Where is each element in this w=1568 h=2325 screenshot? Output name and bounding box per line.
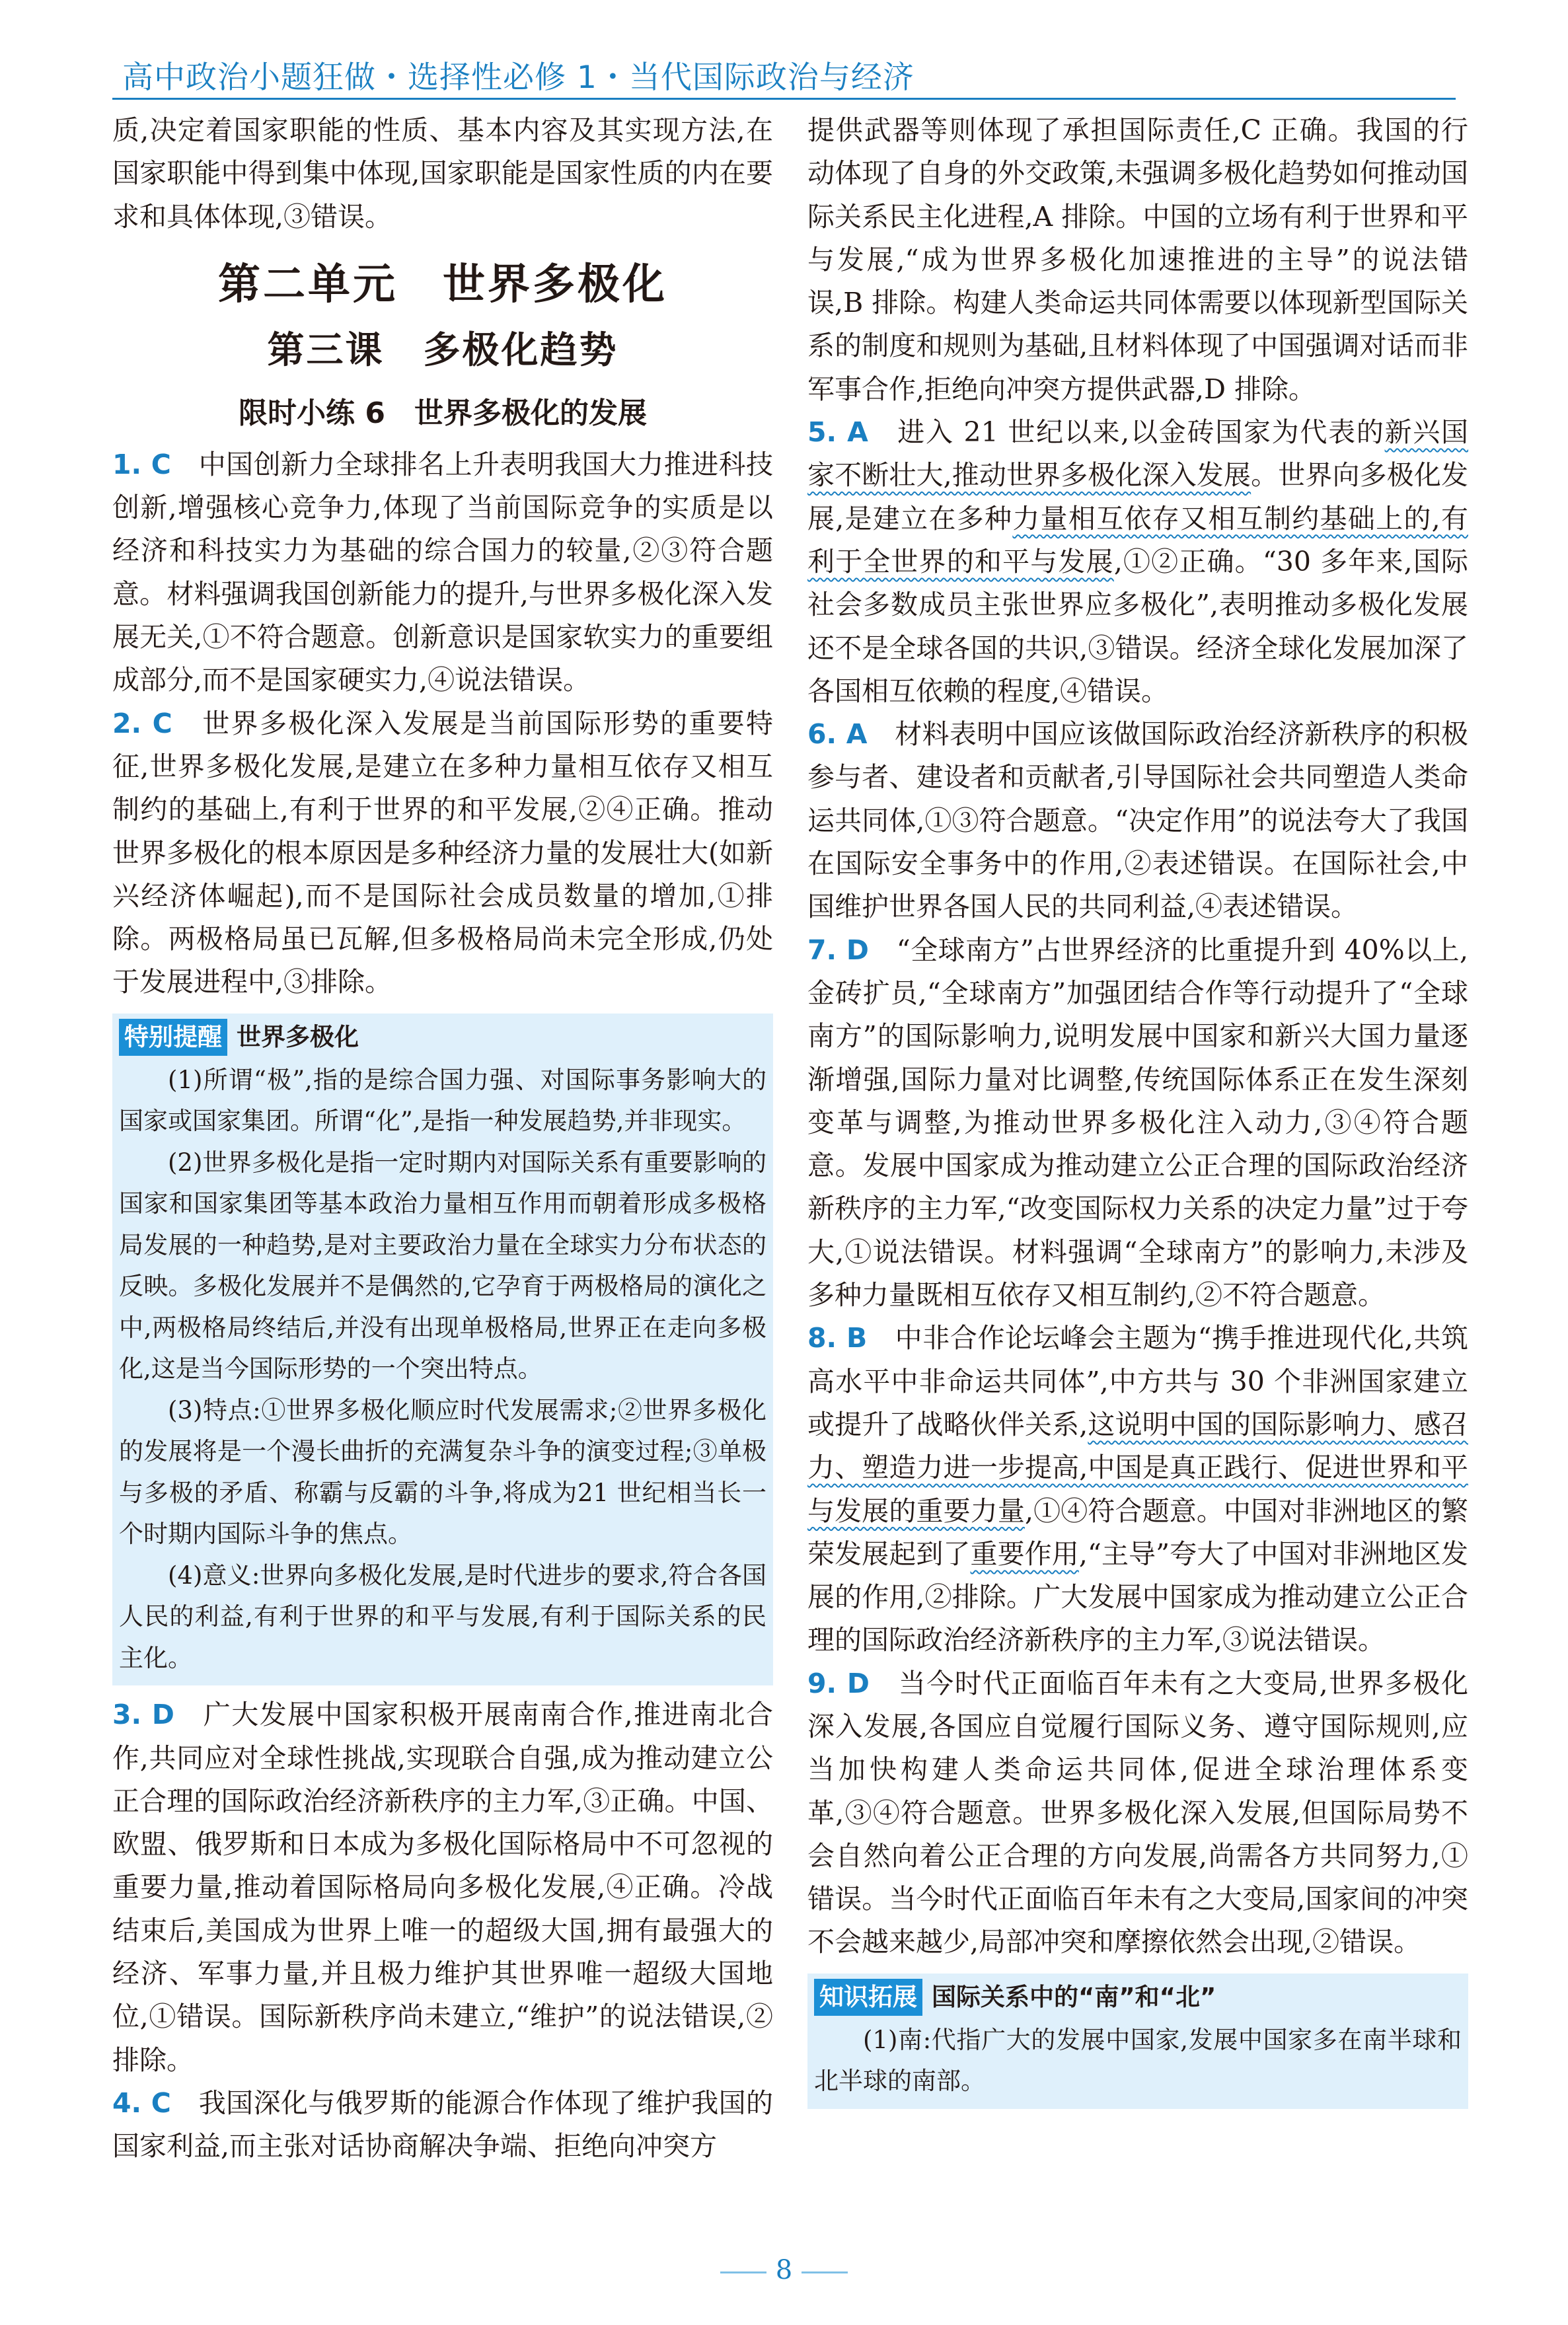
lesson-title: 第三课 多极化趋势 bbox=[267, 328, 618, 372]
box-heading bbox=[814, 1979, 1462, 2016]
answer-2-number: 2. C bbox=[112, 707, 172, 739]
box-paragraph-1: (1)南:代指广大的发展中国家,发展中国家多在南半球和北半球的南部。 bbox=[814, 2025, 1462, 2096]
answer-2 bbox=[112, 702, 773, 1004]
page-number: 8 bbox=[775, 2255, 793, 2285]
answer-5-text-c: ,①②正确。“30 多年来,国际社会多数成员主张世界应多极化”,表明推动多极化发展还不是全球各国的共识,③错误。经济全球化发展加深了各国相互依赖的程度,④错误。 bbox=[807, 545, 1469, 707]
answer-8-highlight-1: 这说明中国的国际影响力、感召力、塑造力进一步提高,中国是真正践行、促进世界和平与发展的重要力量 bbox=[807, 1408, 1468, 1527]
answer-4-number: 4. C bbox=[112, 2086, 171, 2119]
answer-7-number: 7. D bbox=[807, 934, 869, 966]
answer-5 bbox=[807, 411, 1468, 713]
page-header: 高中政治小题狂做・选择性必修 1・当代国际政治与经济 bbox=[122, 59, 915, 96]
box-paragraph-4: (4)意义:世界向多极化发展,是时代进步的要求,符合各国人民的利益,有利于世界的和平与发展,有利于国际关系的民主化。 bbox=[119, 1561, 766, 1672]
box-tag: 特别提醒 bbox=[119, 1019, 227, 1056]
knowledge-extension-box bbox=[807, 1974, 1468, 2109]
answer-9-number: 9. D bbox=[807, 1667, 870, 1699]
header-rule bbox=[112, 98, 1456, 100]
box-title: 世界多极化 bbox=[237, 1022, 359, 1051]
answer-7-text: “全球南方”占世界经济的比重提升到 40%以上,金砖扩员,“全球南方”加强团结合作等行动提升了“全球南方”的国际影响力,说明发展中国家和新兴大国力量逐渐增强,国际力量对比调整,传统国际体系正在发生深刻变革与调整,为推动世界多极化注入动力,③④符合题意。发展中国家成为推动建立公正合理的国际政治经济新秩序的主力军,“改变国际权力关系的决定力量”过于夸大,①说法错误。材料强调“全球南方”的影响力,未涉及多种力量既相互依存又相互制约,②不符合题意。 bbox=[807, 934, 1468, 1311]
answer-8-text-b: ,①④符合题意。中国对非洲地区的繁荣发展起到了 bbox=[807, 1495, 1469, 1570]
right-column bbox=[807, 109, 1468, 2117]
right-dash bbox=[802, 2271, 848, 2273]
answer-9 bbox=[807, 1662, 1468, 1964]
answer-5-number: 5. A bbox=[807, 416, 868, 449]
box-tag: 知识拓展 bbox=[814, 1979, 922, 2016]
answer-8-text-a: 中非合作论坛峰会主题为“携手推进现代化,共筑高水平中非命运共同体”,中方共与 30 个非洲国家建立或提升了战略伙伴关系, bbox=[807, 1322, 1468, 1440]
intro-paragraph: 质,决定着国家职能的性质、基本内容及其实现方法,在国家职能中得到集中体现,国家职能是国家性质的内在要求和具体体现,③错误。 bbox=[112, 114, 773, 233]
answer-6 bbox=[807, 713, 1468, 928]
answer-1 bbox=[112, 443, 773, 702]
answer-4-text: 我国深化与俄罗斯的能源合作体现了维护我国的国家利益,而主张对话协商解决争端、拒绝向冲突方 bbox=[112, 2086, 774, 2162]
answer-7 bbox=[807, 929, 1468, 1317]
answer-1-number: 1. C bbox=[112, 448, 171, 480]
box-paragraph-1: (1)所谓“极”,指的是综合国力强、对国际事务影响大的国家或国家集团。所谓“化”,是指一种发展趋势,并非现实。 bbox=[119, 1065, 766, 1136]
box-paragraph-3: (3)特点:①世界多极化顺应时代发展需求;②世界多极化的发展将是一个漫长曲折的充满复杂斗争的演变过程;③单极与多极的矛盾、称霸与反霸的斗争,将成为21 世纪相当长一个时期内国际斗争的焦点。 bbox=[119, 1395, 766, 1549]
unit-title: 第二单元 世界多极化 bbox=[218, 260, 667, 309]
answer-8 bbox=[807, 1317, 1468, 1662]
answer-8-highlight-2: 重要作用 bbox=[970, 1537, 1079, 1570]
left-column bbox=[112, 109, 773, 2168]
page-number-footer bbox=[0, 2255, 1568, 2285]
answer-3-text: 广大发展中国家积极开展南南合作,推进南北合作,共同应对全球性挑战,实现联合自强,成为推动建立公正合理的国际政治经济新秩序的主力军,③正确。中国、欧盟、俄罗斯和日本成为多极化国际格局中不可忽视的重要力量,推动着国际格局向多极化发展,④正确。冷战结束后,美国成为世界上唯一的超级大国,拥有最强大的经济、军事力量,并且极力维护其世界唯一超级大国地位,①错误。国际新秩序尚未建立,“维护”的说法错误,②排除。 bbox=[112, 1699, 773, 2076]
answer-5-text-b: 。世界向多极化发展,是建立在多种 bbox=[807, 459, 1469, 535]
answer-5-text-a: 进入 21 世纪以来,以金砖国家为代表的 bbox=[897, 416, 1385, 449]
box-heading bbox=[119, 1019, 766, 1056]
answer-3-number: 3. D bbox=[112, 1699, 174, 1731]
answer-3 bbox=[112, 1693, 773, 2082]
answer-4-continued: 提供武器等则体现了承担国际责任,C 正确。我国的行动体现了自身的外交政策,未强调多极化趋势如何推动国际关系民主化进程,A 排除。中国的立场有利于世界和平与发展,“成为世界多极化加速推进的主导”的说法错误,B 排除。构建人类命运共同体需要以体现新型国际关系的制度和规则为基础,且材料体现了中国强调对话而非军事合作,拒绝向冲突方提供武器,D 排除。 bbox=[807, 114, 1468, 405]
answer-9-text: 当今时代正面临百年未有之大变局,世界多极化深入发展,各国应自觉履行国际义务、遵守国际规则,应当加快构建人类命运共同体,促进全球治理体系变革,③④符合题意。世界多极化深入发展,但国际局势不会自然向着公正合理的方向发展,尚需各方共同努力,①错误。当今时代正面临百年未有之大变局,国家间的冲突不会越来越少,局部冲突和摩擦依然会出现,②错误。 bbox=[807, 1667, 1468, 1958]
answer-5-highlight-2: 力量相互依存又相互制约基础上的,有利于全世界的和平与发展 bbox=[807, 502, 1468, 577]
answer-1-text: 中国创新力全球排名上升表明我国大力推进科技创新,增强核心竞争力,体现了当前国际竞争的实质是以经济和科技实力为基础的综合国力的较量,②③符合题意。材料强调我国创新能力的提升,与世界多极化深入发展无关,①不符合题意。创新意识是国家软实力的重要组成部分,而不是国家硬实力,④说法错误。 bbox=[112, 448, 774, 696]
answer-4 bbox=[112, 2082, 773, 2168]
answer-2-text: 世界多极化深入发展是当前国际形势的重要特征,世界多极化发展,是建立在多种力量相互依存又相互制约的基础上,有利于世界的和平发展,②④正确。推动世界多极化的根本原因是多种经济力量的发展壮大(如新兴经济体崛起),而不是国际社会成员数量的增加,①排除。两极格局虽已瓦解,但多极格局尚未完全形成,仍处于发展进程中,③排除。 bbox=[112, 707, 773, 998]
box-title: 国际关系中的“南”和“北” bbox=[932, 1982, 1216, 2011]
answer-5-highlight-1: 新兴国家不断壮大,推动世界多极化深入发展 bbox=[807, 416, 1469, 492]
answer-6-text: 材料表明中国应该做国际政治经济新秩序的积极参与者、建设者和贡献者,引导国际社会共同塑造人类命运共同体,①③符合题意。“决定作用”的说法夸大了我国在国际安全事务中的作用,②表述错误。在国际社会,中国维护世界各国人民的共同利益,④表述错误。 bbox=[807, 718, 1468, 923]
answer-8-number: 8. B bbox=[807, 1322, 868, 1354]
practice-title: 限时小练 6 世界多极化的发展 bbox=[239, 396, 647, 430]
answer-8-text-c: ,“主导”夸大了中国对非洲地区发展的作用,②排除。广大发展中国家成为推动建立公正合理的国际政治经济新秩序的主力军,③说法错误。 bbox=[807, 1537, 1469, 1656]
special-reminder-box bbox=[112, 1014, 773, 1686]
left-dash bbox=[720, 2271, 766, 2273]
box-paragraph-2: (2)世界多极化是指一定时期内对国际关系有重要影响的国家和国家集团等基本政治力量相互作用而朝着形成多极格局发展的一种趋势,是对主要政治力量在全球实力分布状态的反映。多极化发展并不是偶然的,它孕育于两极格局的演化之中,两极格局终结后,并没有出现单极格局,世界正在走向多极化,这是当今国际形势的一个突出特点。 bbox=[119, 1148, 766, 1384]
answer-6-number: 6. A bbox=[807, 718, 868, 751]
